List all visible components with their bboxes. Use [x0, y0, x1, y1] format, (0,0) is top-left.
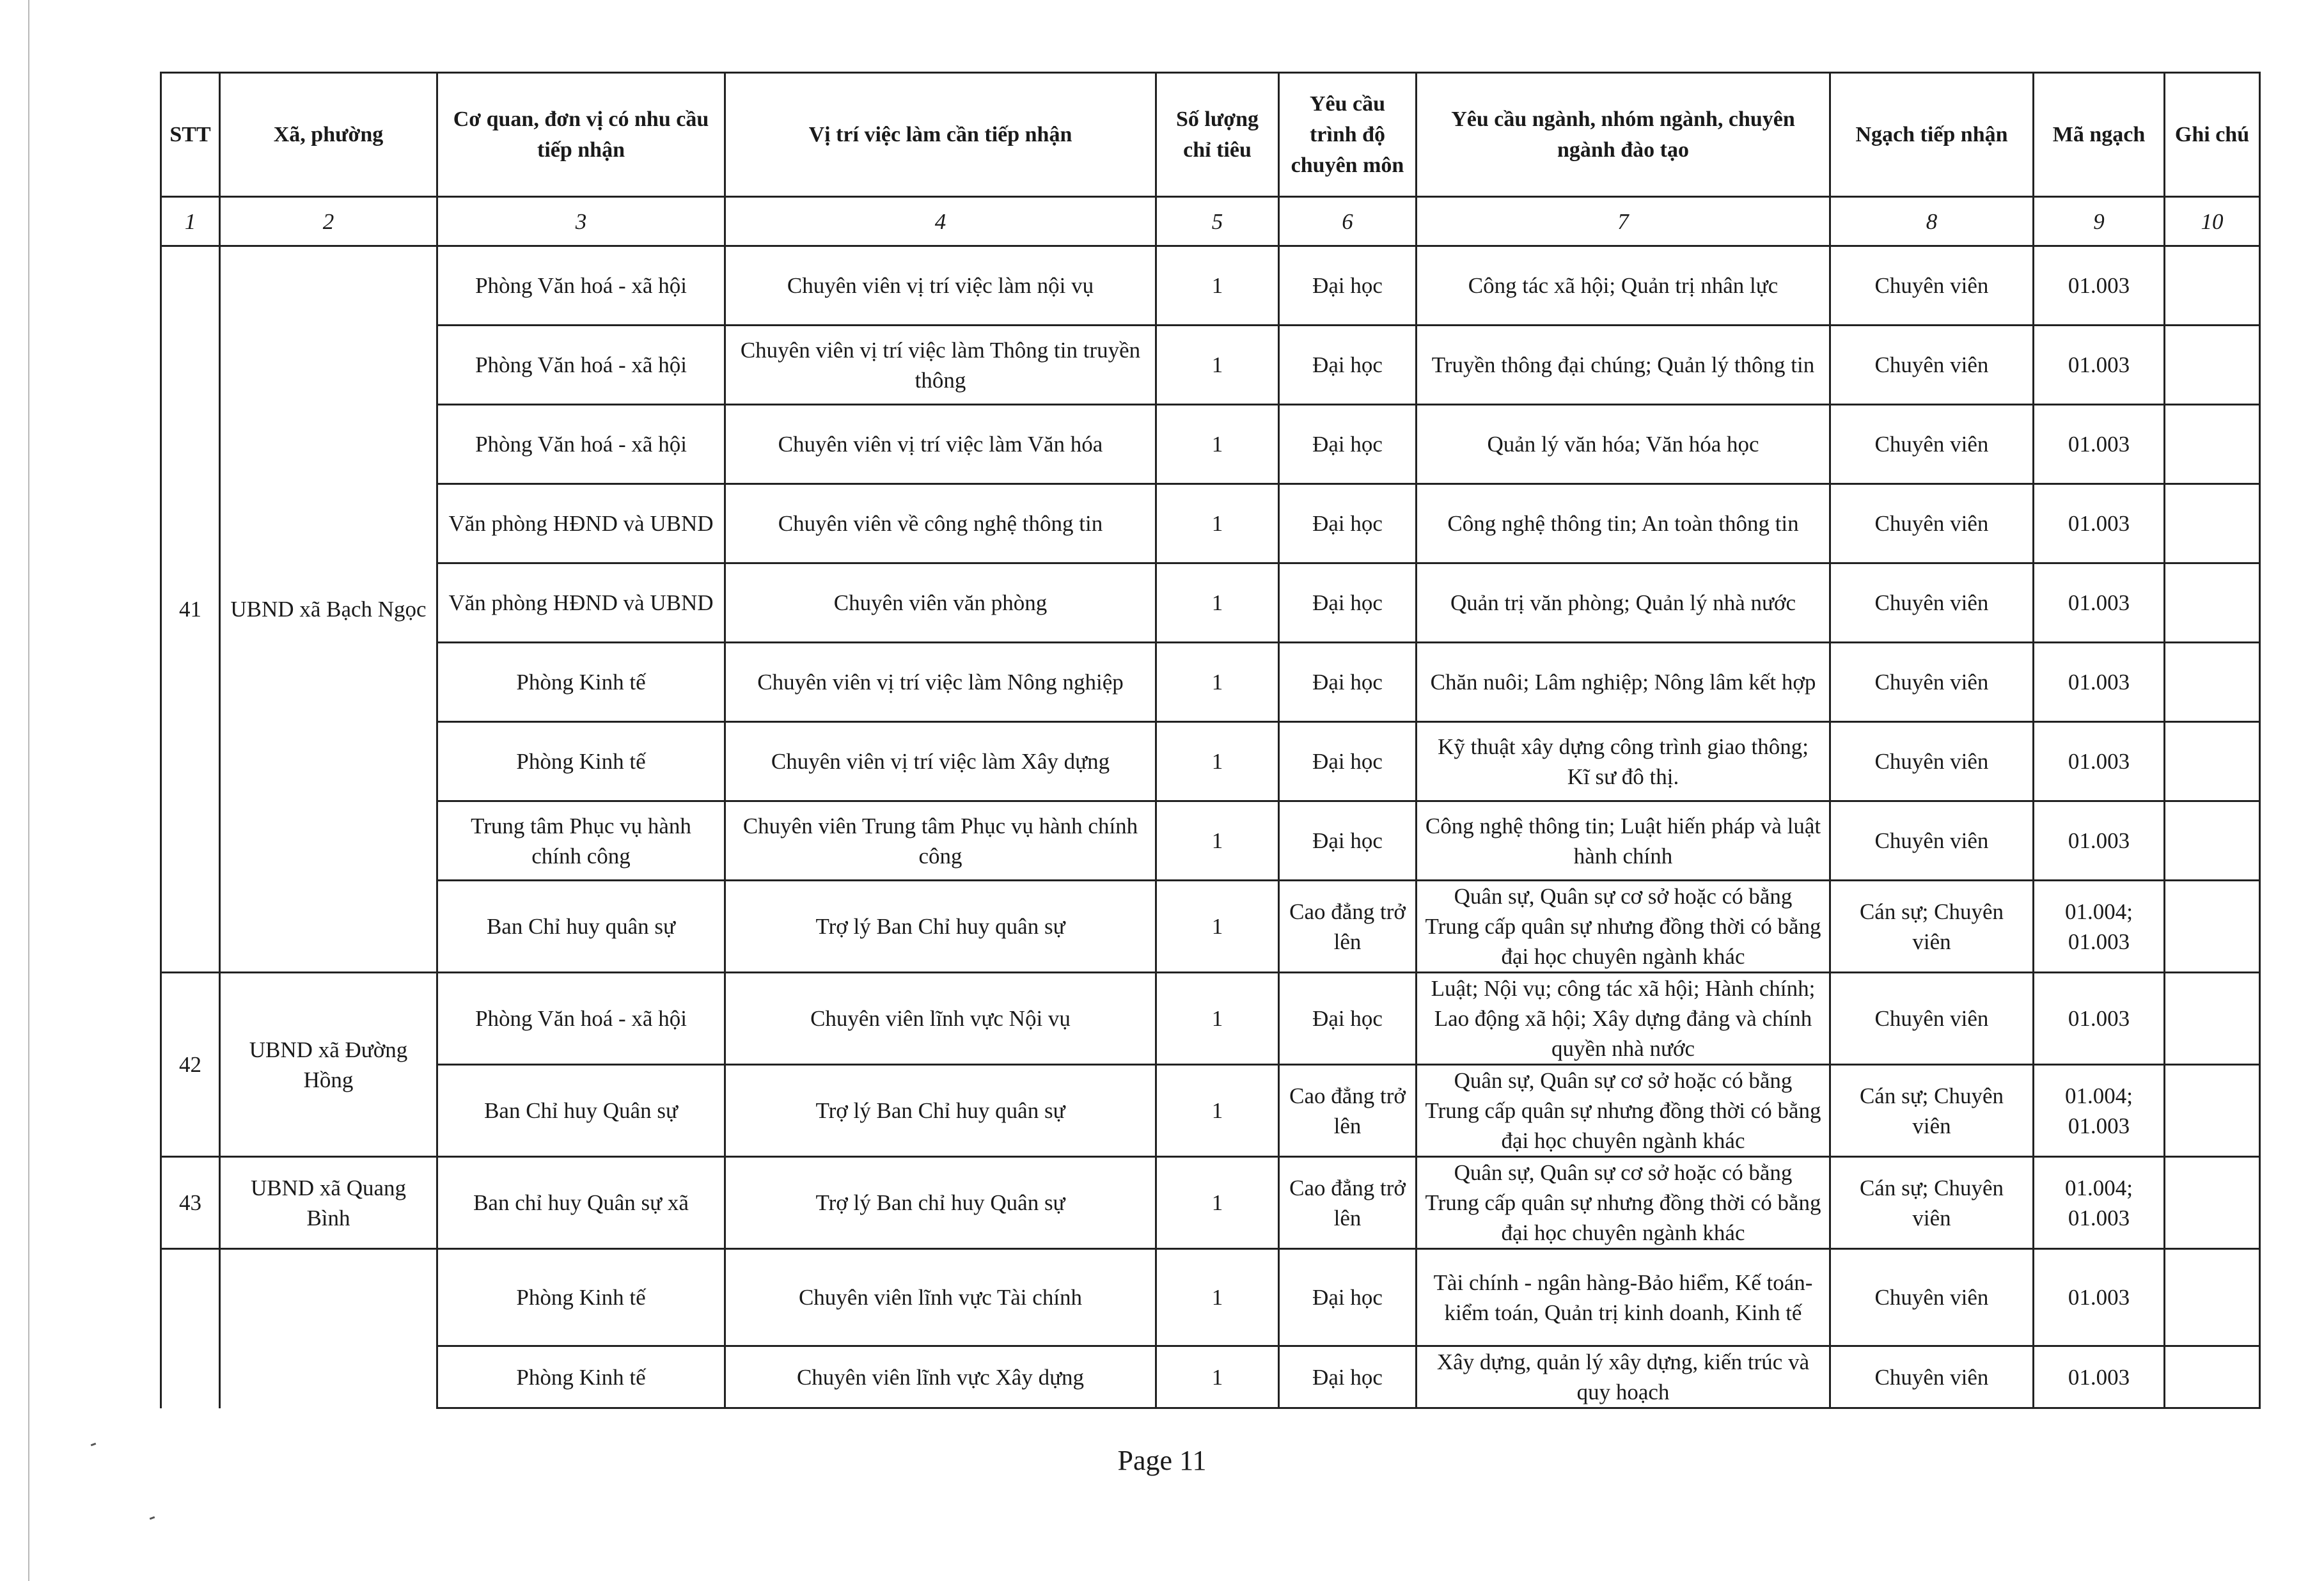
row-position: Chuyên viên vị trí việc làm Xây dựng	[725, 722, 1156, 801]
row-agency: Phòng Kinh tế	[437, 1346, 725, 1408]
row-quantity: 1	[1156, 484, 1279, 563]
row-position: Chuyên viên lĩnh vực Xây dựng	[725, 1346, 1156, 1408]
row-agency: Ban Chỉ huy Quân sự	[437, 1065, 725, 1157]
row-rank: Chuyên viên	[1830, 563, 2034, 643]
row-stt: 42	[161, 973, 220, 1157]
row-note	[2165, 1249, 2260, 1346]
column-number: 4	[725, 197, 1156, 246]
row-quantity: 1	[1156, 722, 1279, 801]
table-row	[161, 246, 2260, 326]
row-major: Luật; Nội vụ; công tác xã hội; Hành chính; Lao động xã hội; Xây dựng đảng và chính quyền nhà nước	[1417, 973, 1830, 1065]
row-level: Đại học	[1279, 405, 1417, 484]
row-stt	[161, 1249, 220, 1408]
row-level: Đại học	[1279, 1346, 1417, 1408]
row-major: Quân sự, Quân sự cơ sở hoặc có bằng Trung cấp quân sự nhưng đồng thời có bằng đại học chuyên ngành khác	[1417, 1065, 1830, 1157]
row-agency: Ban Chỉ huy quân sự	[437, 881, 725, 973]
row-major: Quân sự, Quân sự cơ sở hoặc có bằng Trung cấp quân sự nhưng đồng thời có bằng đại học chuyên ngành khác	[1417, 881, 1830, 973]
row-note	[2165, 973, 2260, 1065]
row-level: Đại học	[1279, 722, 1417, 801]
row-agency: Trung tâm Phục vụ hành chính công	[437, 801, 725, 881]
row-note	[2165, 326, 2260, 405]
row-quantity: 1	[1156, 563, 1279, 643]
row-position: Trợ lý Ban Chỉ huy quân sự	[725, 881, 1156, 973]
row-rank: Chuyên viên	[1830, 246, 2034, 326]
row-agency: Phòng Kinh tế	[437, 722, 725, 801]
row-major: Quân sự, Quân sự cơ sở hoặc có bằng Trung cấp quân sự nhưng đồng thời có bằng đại học chuyên ngành khác	[1417, 1157, 1830, 1249]
row-note	[2165, 1346, 2260, 1408]
row-position: Chuyên viên lĩnh vực Tài chính	[725, 1249, 1156, 1346]
table-row	[161, 405, 2260, 484]
column-number: 10	[2165, 197, 2260, 246]
row-major: Xây dựng, quản lý xây dựng, kiến trúc và quy hoạch	[1417, 1346, 1830, 1408]
column-number-row	[161, 197, 2260, 246]
row-level: Cao đẳng trở lên	[1279, 881, 1417, 973]
col-header-commune: Xã, phường	[220, 73, 437, 197]
row-code: 01.003	[2034, 326, 2165, 405]
row-agency: Phòng Văn hoá - xã hội	[437, 973, 725, 1065]
row-level: Đại học	[1279, 563, 1417, 643]
row-rank: Chuyên viên	[1830, 484, 2034, 563]
row-code: 01.003	[2034, 973, 2165, 1065]
row-agency: Phòng Kinh tế	[437, 1249, 725, 1346]
column-number: 5	[1156, 197, 1279, 246]
row-code: 01.003	[2034, 1346, 2165, 1408]
table-row	[161, 1346, 2260, 1408]
row-code: 01.003	[2034, 722, 2165, 801]
column-number: 9	[2034, 197, 2165, 246]
col-header-position: Vị trí việc làm cần tiếp nhận	[725, 73, 1156, 197]
table-row	[161, 881, 2260, 973]
row-rank: Cán sự; Chuyên viên	[1830, 1157, 2034, 1249]
row-rank: Chuyên viên	[1830, 801, 2034, 881]
row-agency: Văn phòng HĐND và UBND	[437, 563, 725, 643]
row-position: Chuyên viên về công nghệ thông tin	[725, 484, 1156, 563]
row-note	[2165, 881, 2260, 973]
scan-page-edge	[28, 0, 29, 1581]
row-level: Cao đẳng trở lên	[1279, 1065, 1417, 1157]
row-major: Quản lý văn hóa; Văn hóa học	[1417, 405, 1830, 484]
row-major: Truyền thông đại chúng; Quản lý thông tin	[1417, 326, 1830, 405]
row-note	[2165, 484, 2260, 563]
row-major: Công tác xã hội; Quản trị nhân lực	[1417, 246, 1830, 326]
row-rank: Chuyên viên	[1830, 405, 2034, 484]
scan-speck	[150, 1516, 155, 1520]
row-note	[2165, 1065, 2260, 1157]
row-position: Trợ lý Ban Chỉ huy quân sự	[725, 1065, 1156, 1157]
row-code: 01.003	[2034, 563, 2165, 643]
table-body	[161, 73, 2260, 1408]
col-header-quantity: Số lượng chỉ tiêu	[1156, 73, 1279, 197]
row-level: Đại học	[1279, 1249, 1417, 1346]
row-agency: Phòng Kinh tế	[437, 643, 725, 722]
page-number: Page 11	[1117, 1445, 1207, 1476]
row-quantity: 1	[1156, 326, 1279, 405]
table-row	[161, 801, 2260, 881]
row-rank: Chuyên viên	[1830, 326, 2034, 405]
row-commune: UBND xã Bạch Ngọc	[220, 246, 437, 973]
row-quantity: 1	[1156, 1346, 1279, 1408]
row-note	[2165, 563, 2260, 643]
table-row	[161, 1065, 2260, 1157]
row-major: Tài chính - ngân hàng-Bảo hiểm, Kế toán-kiểm toán, Quản trị kinh doanh, Kinh tế	[1417, 1249, 1830, 1346]
row-note	[2165, 1157, 2260, 1249]
table-row	[161, 563, 2260, 643]
col-header-code: Mã ngạch	[2034, 73, 2165, 197]
row-major: Công nghệ thông tin; Luật hiến pháp và luật hành chính	[1417, 801, 1830, 881]
row-commune: UBND xã Đường Hồng	[220, 973, 437, 1157]
table-row	[161, 326, 2260, 405]
row-code: 01.004; 01.003	[2034, 881, 2165, 973]
column-number: 1	[161, 197, 220, 246]
row-code: 01.003	[2034, 246, 2165, 326]
row-position: Chuyên viên vị trí việc làm Nông nghiệp	[725, 643, 1156, 722]
row-position: Chuyên viên Trung tâm Phục vụ hành chính công	[725, 801, 1156, 881]
row-quantity: 1	[1156, 1157, 1279, 1249]
col-header-level: Yêu cầu trình độ chuyên môn	[1279, 73, 1417, 197]
row-quantity: 1	[1156, 405, 1279, 484]
row-note	[2165, 405, 2260, 484]
row-code: 01.004; 01.003	[2034, 1157, 2165, 1249]
row-quantity: 1	[1156, 1065, 1279, 1157]
col-header-agency: Cơ quan, đơn vị có nhu cầu tiếp nhận	[437, 73, 725, 197]
row-stt: 43	[161, 1157, 220, 1249]
col-header-major: Yêu cầu ngành, nhóm ngành, chuyên ngành đào tạo	[1417, 73, 1830, 197]
row-major: Kỹ thuật xây dựng công trình giao thông; Kĩ sư đô thị.	[1417, 722, 1830, 801]
row-level: Đại học	[1279, 484, 1417, 563]
col-header-note: Ghi chú	[2165, 73, 2260, 197]
row-note	[2165, 801, 2260, 881]
row-commune	[220, 1249, 437, 1408]
row-level: Đại học	[1279, 801, 1417, 881]
row-quantity: 1	[1156, 881, 1279, 973]
row-quantity: 1	[1156, 643, 1279, 722]
row-commune: UBND xã Quang Bình	[220, 1157, 437, 1249]
row-agency: Văn phòng HĐND và UBND	[437, 484, 725, 563]
row-position: Trợ lý Ban chỉ huy Quân sự	[725, 1157, 1156, 1249]
table-row	[161, 643, 2260, 722]
row-note	[2165, 722, 2260, 801]
row-rank: Cán sự; Chuyên viên	[1830, 881, 2034, 973]
row-note	[2165, 246, 2260, 326]
row-code: 01.004; 01.003	[2034, 1065, 2165, 1157]
column-number: 7	[1417, 197, 1830, 246]
row-position: Chuyên viên vị trí việc làm Văn hóa	[725, 405, 1156, 484]
row-stt: 41	[161, 246, 220, 973]
row-note	[2165, 643, 2260, 722]
row-major: Công nghệ thông tin; An toàn thông tin	[1417, 484, 1830, 563]
table-row	[161, 973, 2260, 1065]
row-code: 01.003	[2034, 801, 2165, 881]
row-major: Quản trị văn phòng; Quản lý nhà nước	[1417, 563, 1830, 643]
col-header-rank: Ngạch tiếp nhận	[1830, 73, 2034, 197]
recruitment-table-container	[160, 72, 2259, 1409]
row-code: 01.003	[2034, 643, 2165, 722]
table-row	[161, 722, 2260, 801]
row-level: Đại học	[1279, 643, 1417, 722]
row-rank: Chuyên viên	[1830, 1249, 2034, 1346]
row-agency: Ban chỉ huy Quân sự xã	[437, 1157, 725, 1249]
row-position: Chuyên viên vị trí việc làm nội vụ	[725, 246, 1156, 326]
table-row	[161, 1157, 2260, 1249]
row-quantity: 1	[1156, 801, 1279, 881]
row-position: Chuyên viên lĩnh vực Nội vụ	[725, 973, 1156, 1065]
table-header-row	[161, 73, 2260, 197]
row-agency: Phòng Văn hoá - xã hội	[437, 405, 725, 484]
column-number: 6	[1279, 197, 1417, 246]
row-agency: Phòng Văn hoá - xã hội	[437, 326, 725, 405]
row-rank: Chuyên viên	[1830, 643, 2034, 722]
column-number: 8	[1830, 197, 2034, 246]
row-rank: Chuyên viên	[1830, 722, 2034, 801]
row-agency: Phòng Văn hoá - xã hội	[437, 246, 725, 326]
row-rank: Chuyên viên	[1830, 973, 2034, 1065]
row-position: Chuyên viên vị trí việc làm Thông tin truyền thông	[725, 326, 1156, 405]
row-major: Chăn nuôi; Lâm nghiệp; Nông lâm kết hợp	[1417, 643, 1830, 722]
row-quantity: 1	[1156, 973, 1279, 1065]
column-number: 2	[220, 197, 437, 246]
column-number: 3	[437, 197, 725, 246]
table-row	[161, 1249, 2260, 1346]
row-code: 01.003	[2034, 1249, 2165, 1346]
row-quantity: 1	[1156, 1249, 1279, 1346]
row-code: 01.003	[2034, 405, 2165, 484]
table-row	[161, 484, 2260, 563]
row-level: Đại học	[1279, 246, 1417, 326]
row-quantity: 1	[1156, 246, 1279, 326]
row-rank: Cán sự; Chuyên viên	[1830, 1065, 2034, 1157]
row-level: Đại học	[1279, 973, 1417, 1065]
row-code: 01.003	[2034, 484, 2165, 563]
row-level: Đại học	[1279, 326, 1417, 405]
col-header-stt: STT	[161, 73, 220, 197]
row-position: Chuyên viên văn phòng	[725, 563, 1156, 643]
row-level: Cao đẳng trở lên	[1279, 1157, 1417, 1249]
row-rank: Chuyên viên	[1830, 1346, 2034, 1408]
recruitment-table	[160, 72, 2261, 1409]
